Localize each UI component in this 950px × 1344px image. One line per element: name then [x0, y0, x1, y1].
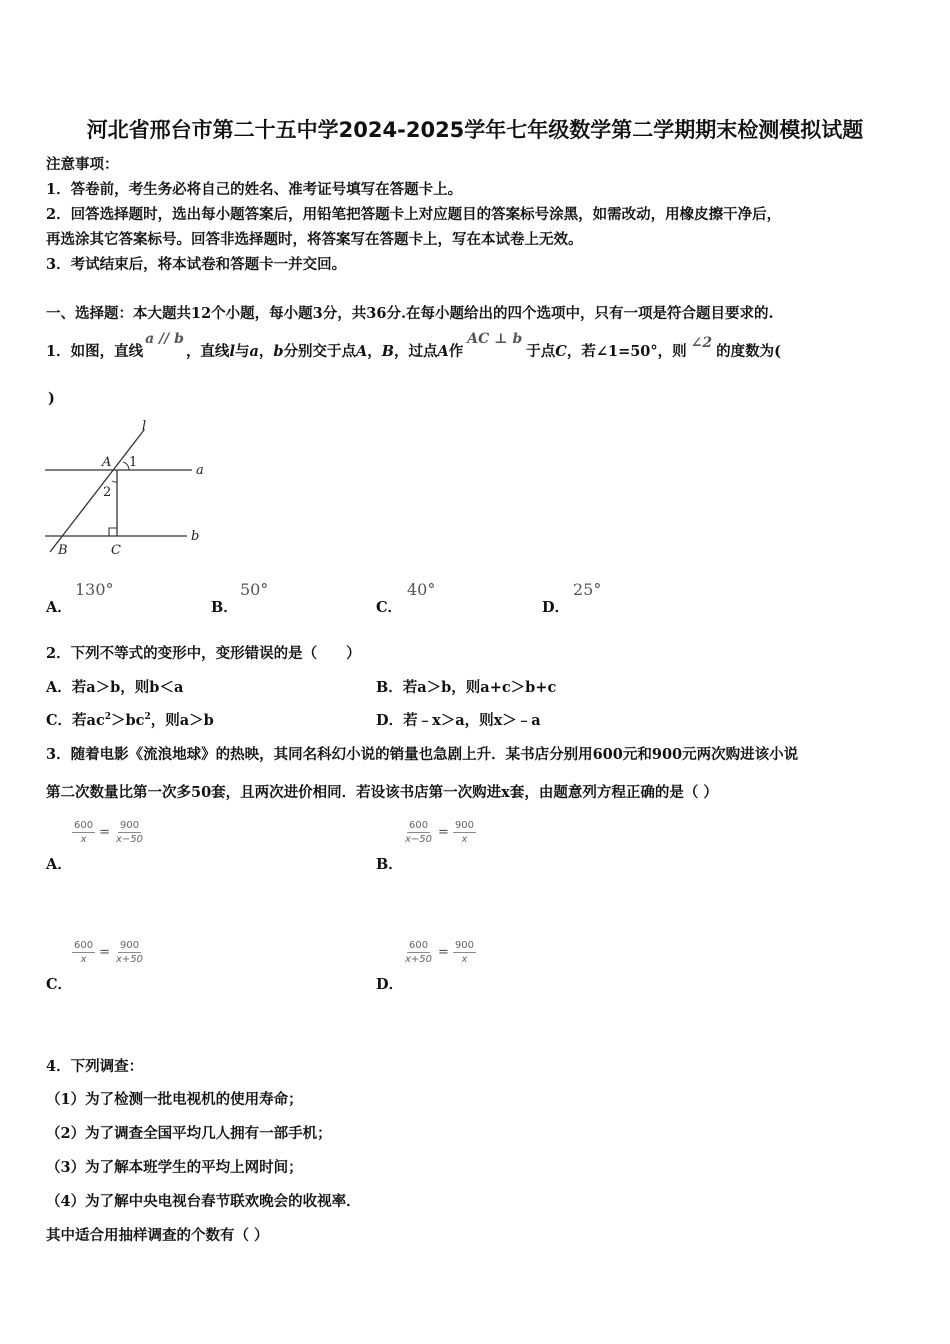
q1-var: A	[437, 343, 449, 360]
q4-question: 其中适合用抽样调查的个数有（ ）	[46, 1227, 269, 1244]
q1-close-paren: )	[48, 390, 55, 407]
fraction	[453, 940, 476, 965]
q1-option-value: 40°	[407, 580, 436, 599]
q4-item: （2）为了调查全国平均几人拥有一部手机；	[46, 1125, 332, 1142]
angle-2-arc	[112, 481, 117, 482]
q2-option-label: C．	[46, 712, 73, 729]
q2-option-text: 若a＞b，则a+c＞b+c	[402, 679, 557, 696]
notice-item: 1．答卷前，考生务必将自己的姓名、准考证号填写在答题卡上。	[46, 181, 463, 198]
q2-option-d	[376, 709, 541, 730]
q1-option-value: 25°	[573, 580, 602, 599]
q2-option-text: ＞bc	[111, 712, 145, 729]
q1-var: a	[249, 343, 259, 360]
q2-option-b	[376, 676, 556, 697]
question-3-line2: 第二次数量比第一次多50套，且两次进价相同．若设该书店第一次购进x套，由题意列方程正确的是（ ）	[46, 784, 718, 801]
q4-item: （1）为了检测一批电视机的使用寿命；	[46, 1091, 303, 1108]
notice-item: 2．回答选择题时，选出每小题答案后，用铅笔把答题卡上对应题目的答案标号涂黑，如需改动，用橡皮擦干净后，	[46, 206, 782, 223]
label-A: A	[102, 455, 112, 470]
q1-text: 作	[448, 343, 464, 360]
right-angle-mark	[109, 528, 117, 536]
denominator: x	[461, 834, 468, 845]
q1-option-value: 130°	[75, 580, 114, 599]
question-1-stem	[46, 331, 782, 361]
question-2-stem: 2．下列不等式的变形中，变形错误的是（ ）	[46, 645, 361, 662]
numerator: 600	[74, 940, 94, 951]
question-3-line1: 3．随着电影《流浪地球》的热映，其同名科幻小说的销量也急剧上升．某书店分别用600元和900元两次购进该小说	[46, 746, 799, 763]
q1-text: 于点	[526, 343, 556, 360]
label-B: B	[58, 543, 68, 558]
q3-option-label: C．	[46, 976, 73, 993]
q1-math-angle: ∠2	[690, 335, 713, 351]
q3-equation-a	[72, 820, 145, 845]
q4-item: （4）为了解中央电视台春节联欢晚会的收视率．	[46, 1193, 361, 1210]
q2-option-label: B．	[376, 679, 403, 696]
q2-option-text: 若﹣x＞a，则x＞﹣a	[403, 712, 541, 729]
section-heading: 一、选择题：本大题共12个小题，每小题3分，共36分.在每小题给出的四个选项中，只有一项是符合题目要求的.	[46, 305, 774, 322]
q2-superscript: 2	[104, 712, 112, 723]
q2-option-text: 若ac	[72, 712, 105, 729]
q3-equation-b	[403, 820, 476, 845]
q2-option-label: A．	[46, 679, 72, 696]
q2-option-c	[46, 709, 214, 730]
denominator: x−50	[116, 834, 144, 845]
fraction	[403, 940, 434, 965]
equals-sign: =	[438, 825, 449, 840]
q1-option-label: A．	[46, 599, 72, 616]
denominator: x+50	[405, 954, 433, 965]
fraction	[403, 820, 434, 845]
q1-text: ，	[367, 343, 382, 360]
q1-var: B	[381, 343, 395, 360]
q1-option-label: D．	[542, 599, 570, 616]
q1-var: l	[229, 343, 235, 360]
q3-equation-c	[72, 940, 145, 965]
numerator: 600	[408, 820, 429, 831]
numerator: 600	[74, 820, 94, 831]
q1-math-parallel: a // b	[145, 331, 184, 347]
q1-text: 与	[234, 343, 250, 360]
label-l: l	[142, 419, 147, 434]
fraction	[114, 820, 145, 845]
q1-text: ，直线	[185, 343, 230, 360]
numerator: 900	[119, 940, 140, 951]
line-l	[50, 430, 144, 552]
q1-option-label: B．	[211, 599, 238, 616]
fraction	[72, 940, 95, 965]
q3-equation-d	[403, 940, 476, 965]
notice-heading: 注意事项：	[46, 156, 119, 173]
q1-var: b	[273, 343, 284, 360]
q2-option-text: 若a＞b，则b＜a	[71, 679, 184, 696]
equals-sign: =	[99, 825, 110, 840]
label-angle-1: 1	[129, 455, 138, 470]
q1-option-label: C．	[376, 599, 403, 616]
numerator: 900	[454, 820, 475, 831]
q1-var: A	[356, 343, 368, 360]
q2-option-a	[46, 676, 183, 697]
denominator: x−50	[405, 834, 433, 845]
q3-option-label: B．	[376, 856, 403, 873]
q1-geometry-figure	[40, 418, 220, 563]
numerator: 900	[454, 940, 475, 951]
q1-var: C	[555, 343, 567, 360]
question-4-stem: 4．下列调查：	[46, 1058, 144, 1075]
q1-math-perpendicular: AC ⊥ b	[467, 331, 523, 347]
denominator: x	[80, 954, 87, 965]
equals-sign: =	[99, 945, 110, 960]
fraction	[72, 820, 95, 845]
numerator: 900	[119, 820, 140, 831]
notice-item: 再选涂其它答案标号。回答非选择题时，将答案写在答题卡上，写在本试卷上无效。	[46, 231, 583, 248]
q1-text: ，若∠1=50°，则	[566, 343, 687, 360]
q1-text: ，	[258, 343, 274, 360]
denominator: x+50	[116, 954, 144, 965]
q2-option-label: D．	[376, 712, 404, 729]
label-angle-2: 2	[103, 485, 112, 500]
q1-text: ，过点	[394, 343, 438, 360]
q1-text: 1．如图，直线	[46, 343, 144, 360]
denominator: x	[80, 834, 87, 845]
q1-option-value: 50°	[240, 580, 269, 599]
label-b: b	[191, 529, 200, 544]
q2-superscript: 2	[144, 712, 151, 723]
label-a: a	[196, 463, 204, 478]
notice-item: 3．考试结束后，将本试卷和答题卡一并交回。	[46, 256, 347, 273]
numerator: 600	[408, 940, 429, 951]
fraction	[453, 820, 476, 845]
q3-option-label: A．	[46, 856, 72, 873]
q1-text: 分别交于点	[283, 343, 356, 360]
label-C: C	[111, 543, 121, 558]
page-title: 河北省邢台市第二十五中学2024-2025学年七年级数学第二学期期末检测模拟试题	[86, 118, 864, 142]
q1-text: 的度数为(	[716, 343, 782, 360]
q2-option-text: ，则a＞b	[150, 712, 214, 729]
q3-option-label: D．	[376, 976, 404, 993]
fraction	[114, 940, 145, 965]
q4-item: （3）为了解本班学生的平均上网时间；	[46, 1159, 303, 1176]
denominator: x	[461, 954, 468, 965]
equals-sign: =	[438, 945, 449, 960]
